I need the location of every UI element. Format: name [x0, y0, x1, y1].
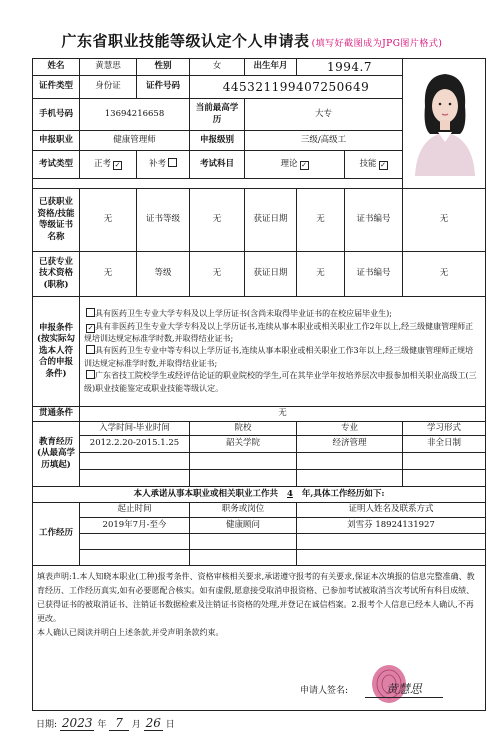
- work-promise-suffix: 年,具体工作经历如下:: [301, 488, 385, 499]
- work-empty[interactable]: [190, 550, 297, 566]
- value-id-no[interactable]: 445321199407250649: [190, 76, 403, 99]
- application-table: [32, 58, 486, 711]
- label-birth: 出生年月: [245, 59, 297, 76]
- condition-text-1: 具有医药卫生专业大学专科及以上学历证书(含尚未取得毕业证书的在校应届毕业生);: [95, 309, 392, 319]
- label-edu-history: 教育经历(从最高学历填起): [33, 422, 80, 487]
- condition-checkbox-2[interactable]: ✓: [87, 323, 94, 332]
- form-title: [0, 30, 504, 51]
- edu-empty[interactable]: [190, 470, 297, 487]
- work-empty[interactable]: [80, 550, 190, 566]
- label-exam-subject: 考试科目: [190, 151, 245, 179]
- work-empty[interactable]: [80, 534, 190, 550]
- subject-theory[interactable]: [245, 151, 345, 179]
- label-grade: 等级: [137, 252, 190, 297]
- work-header-position: 职务或岗位: [190, 503, 297, 518]
- edu-empty[interactable]: [297, 453, 403, 470]
- value-gender[interactable]: 女: [190, 59, 245, 76]
- label-occupation: 申报职业: [33, 131, 80, 151]
- condition-text-3: 具有医药卫生专业中等专科以上学历证书,连续从事本职业或相关职业工作3年以上,经三级健康管理师正规培训达规定标准学时数,并取得结业证书;: [84, 346, 474, 368]
- condition-text-4: 广东省技工院校学生或经评估论证的职业院校的学生,可在其毕业学年按培养层次申报参加相关职业高级工(三级)职业技能鉴定或职业技能等级认定。: [84, 371, 477, 393]
- value-phone[interactable]: 13694216658: [80, 99, 190, 131]
- edu-empty[interactable]: [190, 453, 297, 470]
- edu-empty[interactable]: [403, 453, 486, 470]
- subject-theory-checkbox[interactable]: ✓: [301, 160, 307, 169]
- label-held-title: 已获专业技术资格(职称): [33, 252, 80, 297]
- value-tie[interactable]: 无: [80, 407, 486, 422]
- label-exam-type: 考试类型: [33, 151, 80, 179]
- value-edu[interactable]: 大专: [245, 99, 403, 131]
- edu-empty[interactable]: [403, 470, 486, 487]
- conditions-list: [80, 297, 486, 407]
- edu-header-major: 专业: [297, 422, 403, 436]
- work-header-period: 起止时间: [80, 503, 190, 518]
- title-text: 广东省职业技能等级认定个人申请表: [61, 32, 310, 50]
- value-occupation[interactable]: 健康管理师: [80, 131, 190, 151]
- label-issue-date-2: 获证日期: [245, 252, 297, 297]
- work-empty[interactable]: [190, 534, 297, 550]
- value-issue-date-1[interactable]: 无: [297, 189, 345, 252]
- condition-item[interactable]: [84, 370, 481, 395]
- date-row: [36, 716, 175, 730]
- declaration-text: 填表声明:1.本人知晓本职业(工种)报考条件、资格审核相关要求,承诺遵守报考的有关要求,保证本次填报的信息完整准确、教育经历、工作经历真实,如有必要愿配合核实。如有虚假,愿意接受取消申报资格、已参加考试被取消当次考试所有科目成绩、已获得证书的被取消证书、注销证书数据检索及注销证书资格的处理,并登记在诚信档案。2.报考个人信息已经本人确认,不再更改。: [37, 572, 475, 624]
- exam-makeup[interactable]: [137, 151, 190, 179]
- title-note: (填写好截图成为JPG图片格式): [311, 39, 443, 49]
- exam-regular-checkbox[interactable]: ✓: [114, 160, 121, 169]
- exam-makeup-checkbox[interactable]: [168, 158, 177, 167]
- subject-skill-checkbox[interactable]: ✓: [380, 160, 386, 169]
- work-reference[interactable]: 刘雪芬 18924131927: [297, 518, 486, 534]
- edu-header-school: 院校: [190, 422, 297, 436]
- value-level[interactable]: 三级/高级工: [245, 131, 403, 151]
- label-edu: 当前最高学历: [190, 99, 245, 131]
- condition-text-2: 具有非医药卫生专业大学专科及以上学历证书,连续从事本职业或相关职业工作2年以上,经三级健康管理师正规培训达规定标准学时数,并取得结业证书;: [84, 321, 474, 344]
- subject-skill[interactable]: [345, 151, 403, 179]
- value-grade[interactable]: 无: [190, 252, 245, 297]
- work-empty[interactable]: [297, 534, 486, 550]
- condition-item[interactable]: [84, 308, 481, 320]
- condition-item[interactable]: [84, 321, 481, 346]
- work-promise-prefix: 本人承诺从事本职业或相关职业工作共: [133, 488, 279, 499]
- value-cert-level[interactable]: 无: [190, 189, 245, 252]
- exam-regular[interactable]: [80, 151, 137, 179]
- exam-makeup-label: 补考: [148, 159, 166, 170]
- signature-row: [300, 680, 443, 698]
- condition-checkbox-4[interactable]: [86, 370, 95, 379]
- work-empty[interactable]: [297, 550, 486, 566]
- spacer: [33, 179, 403, 189]
- value-name[interactable]: 黄慧思: [80, 59, 137, 76]
- edu-empty[interactable]: [297, 470, 403, 487]
- label-level: 申报级别: [190, 131, 245, 151]
- edu-form[interactable]: 非全日制: [403, 436, 486, 453]
- day-label: 日: [165, 720, 175, 730]
- edu-empty[interactable]: [80, 453, 190, 470]
- label-phone: 手机号码: [33, 99, 80, 131]
- subject-skill-label: 技能: [359, 158, 377, 169]
- edu-major[interactable]: 经济管理: [297, 436, 403, 453]
- edu-header-form: 学习形式: [403, 422, 486, 436]
- condition-checkbox-1[interactable]: [86, 308, 95, 317]
- value-issue-date-2[interactable]: 无: [297, 252, 345, 297]
- condition-item[interactable]: [84, 345, 481, 370]
- value-cert-no-2[interactable]: 无: [403, 252, 486, 297]
- applicant-photo: [405, 66, 485, 176]
- label-cert-no-2: 证书编号: [345, 252, 403, 297]
- work-header-reference: 证明人姓名及联系方式: [297, 503, 486, 518]
- work-promise: [33, 487, 486, 503]
- value-held-title[interactable]: 无: [80, 252, 137, 297]
- condition-checkbox-3[interactable]: [86, 345, 95, 354]
- label-tie: 贯通条件: [33, 407, 80, 422]
- label-name: 姓名: [33, 59, 80, 76]
- work-position[interactable]: 健康顾问: [190, 518, 297, 534]
- value-cert-no-1[interactable]: 无: [403, 189, 486, 252]
- edu-header-period: 入学时间-毕业时间: [80, 422, 190, 436]
- edu-period[interactable]: 2012.2.20-2015.1.25: [80, 436, 190, 453]
- value-held-cert[interactable]: 无: [80, 189, 137, 252]
- work-period[interactable]: 2019年7月-至今: [80, 518, 190, 534]
- photo-cell: [403, 59, 486, 189]
- value-id-type[interactable]: 身份证: [80, 76, 137, 99]
- label-gender: 性别: [137, 59, 190, 76]
- label-cert-level: 证书等级: [137, 189, 190, 252]
- date-year[interactable]: 2023: [61, 716, 93, 730]
- label-work-history: 工作经历: [33, 503, 80, 566]
- label-held-cert: 已获职业资格/技能等级证书名称: [33, 189, 80, 252]
- label-cert-no-1: 证书编号: [345, 189, 403, 252]
- label-issue-date-1: 获证日期: [245, 189, 297, 252]
- edu-school[interactable]: 韶关学院: [190, 436, 297, 453]
- value-birth[interactable]: 1994.7: [297, 59, 403, 76]
- year-label: 年: [97, 720, 107, 730]
- date-day[interactable]: 26: [145, 716, 161, 730]
- month-label: 月: [131, 720, 141, 730]
- edu-empty[interactable]: [80, 470, 190, 487]
- signature-label: 申请人签名:: [300, 686, 349, 696]
- label-id-type: 证件类型: [33, 76, 80, 99]
- label-conditions: 申报条件(按实际勾选本人符合的申报条件): [33, 297, 80, 407]
- subject-theory-label: 理论: [280, 158, 298, 169]
- work-years[interactable]: 4: [286, 488, 293, 499]
- signature-value[interactable]: 黄慧思: [365, 680, 443, 698]
- label-id-no: 证件号码: [137, 76, 190, 99]
- date-label: 日期:: [36, 720, 58, 730]
- declaration-confirm: 本人确认已阅读并明白上述条款,并受声明条款约束。: [37, 628, 224, 638]
- exam-regular-label: 正考: [93, 158, 111, 169]
- date-month[interactable]: 7: [109, 716, 129, 731]
